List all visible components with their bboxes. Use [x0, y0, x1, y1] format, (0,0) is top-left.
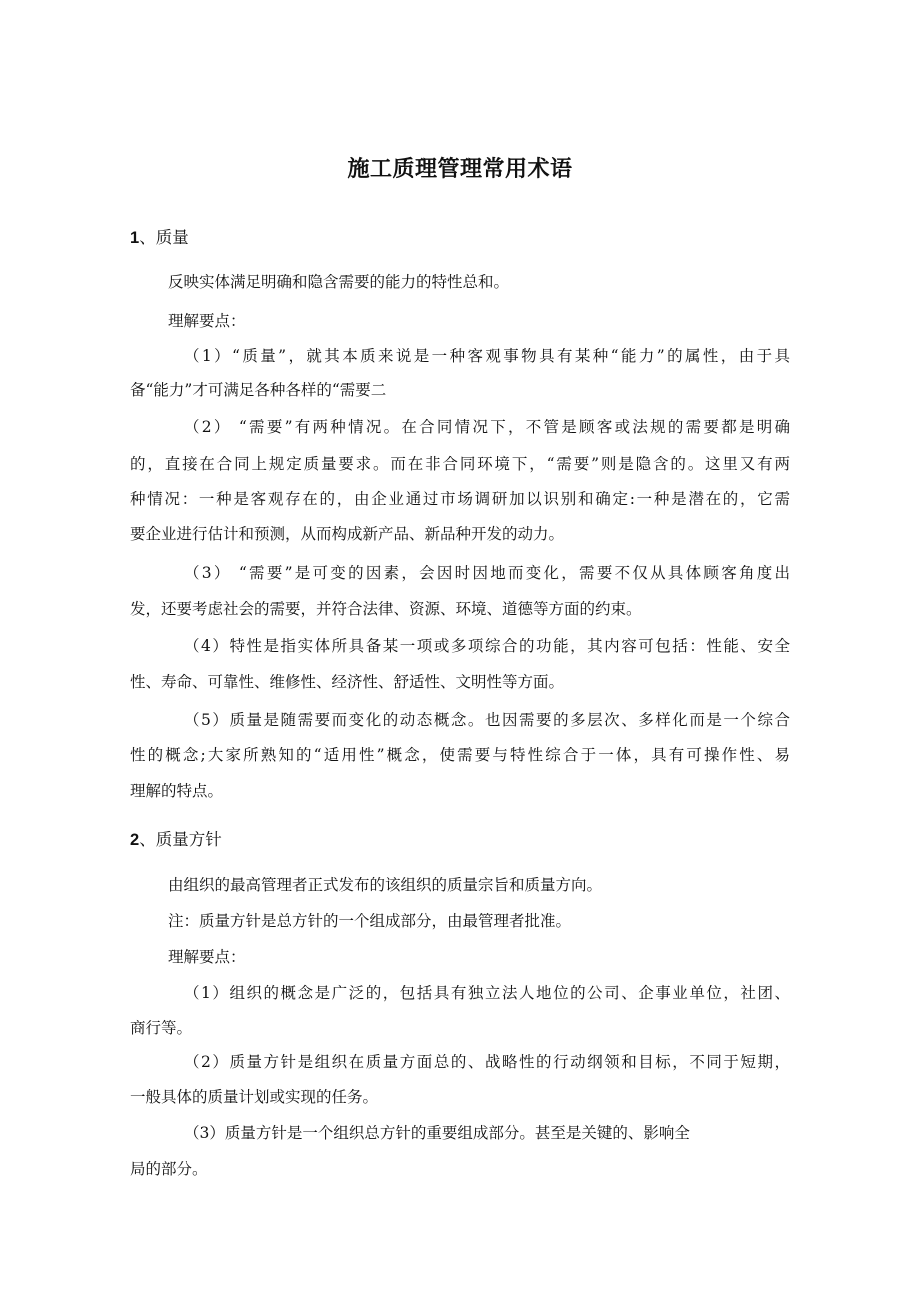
- page-title: 施工质理管理常用术语: [347, 157, 573, 182]
- list-item-line: 局的部分。: [130, 1160, 208, 1178]
- list-item-line: （2）质量方针是组织在质量方面总的、战略性的行动纲领和目标，不同于短期，: [184, 1053, 790, 1071]
- list-item-line: （5）质量是随需要而变化的动态概念。也因需要的多层次、多样化而是一个综合: [184, 711, 790, 729]
- list-item-line: （3）质量方针是一个组织总方针的重要组成部分。甚至是关键的、影响全: [184, 1124, 690, 1142]
- note-text: 注：质量方针是总方针的一个组成部分，由最管理者批准。: [168, 912, 572, 930]
- list-item-line: 种情况：一种是客观存在的，由企业通过市场调研加以识别和确定:一种是潜在的，它需: [130, 490, 790, 508]
- list-item-line: 一般具体的质量计划或实现的任务。: [130, 1088, 379, 1106]
- list-item-line: 商行等。: [130, 1019, 193, 1037]
- section-number: 2: [130, 831, 140, 849]
- section-number: 1: [130, 229, 140, 247]
- section-heading-quality: [130, 224, 189, 248]
- points-label: 理解要点：: [168, 948, 246, 966]
- list-item-line: （2） “需要”有两种情况。在合同情况下，不管是顾客或法规的需要都是明确: [184, 418, 790, 436]
- section-title: 、质量: [139, 228, 189, 247]
- list-item-line: （1）“质量”，就其本质来说是一种客观事物具有某种“能力”的属性，由于具: [184, 347, 790, 365]
- list-item-line: 发，还要考虑社会的需要，并符合法律、资源、环境、道德等方面的约束。: [130, 600, 642, 618]
- list-item-line: 的，直接在合同上规定质量要求。而在非合同环境下，“需要”则是隐含的。这里又有两: [130, 455, 790, 473]
- list-item-line: 性的概念;大家所熟知的“适用性”概念，使需要与特性综合于一体，具有可操作性、易: [130, 746, 790, 764]
- list-item-line: （1）组织的概念是广泛的，包括具有独立法人地位的公司、企事业单位，社团、: [184, 984, 790, 1002]
- section-title: 、质量方针: [139, 830, 222, 849]
- section-heading-quality-policy: [130, 826, 222, 850]
- list-item-line: 要企业进行估计和预测，从而构成新产品、新品种开发的动力。: [130, 525, 565, 543]
- points-label: 理解要点：: [168, 312, 246, 330]
- list-item-line: 性、寿命、可靠性、维修性、经济性、舒适性、文明性等方面。: [130, 673, 565, 691]
- list-item-line: （4）特性是指实体所具备某一项或多项综合的功能，其内容可包括：性能、安全: [184, 637, 790, 655]
- definition-text: 由组织的最高管理者正式发布的该组织的质量宗旨和质量方向。: [168, 876, 603, 894]
- list-item-line: 备“能力”才可满足各种各样的“需要二: [130, 381, 387, 399]
- list-item-line: 理解的特点。: [130, 782, 224, 800]
- definition-text: 反映实体满足明确和隐含需要的能力的特性总和。: [168, 273, 510, 291]
- list-item-line: （3） “需要”是可变的因素，会因时因地而变化，需要不仅从具体顾客角度出: [184, 564, 790, 582]
